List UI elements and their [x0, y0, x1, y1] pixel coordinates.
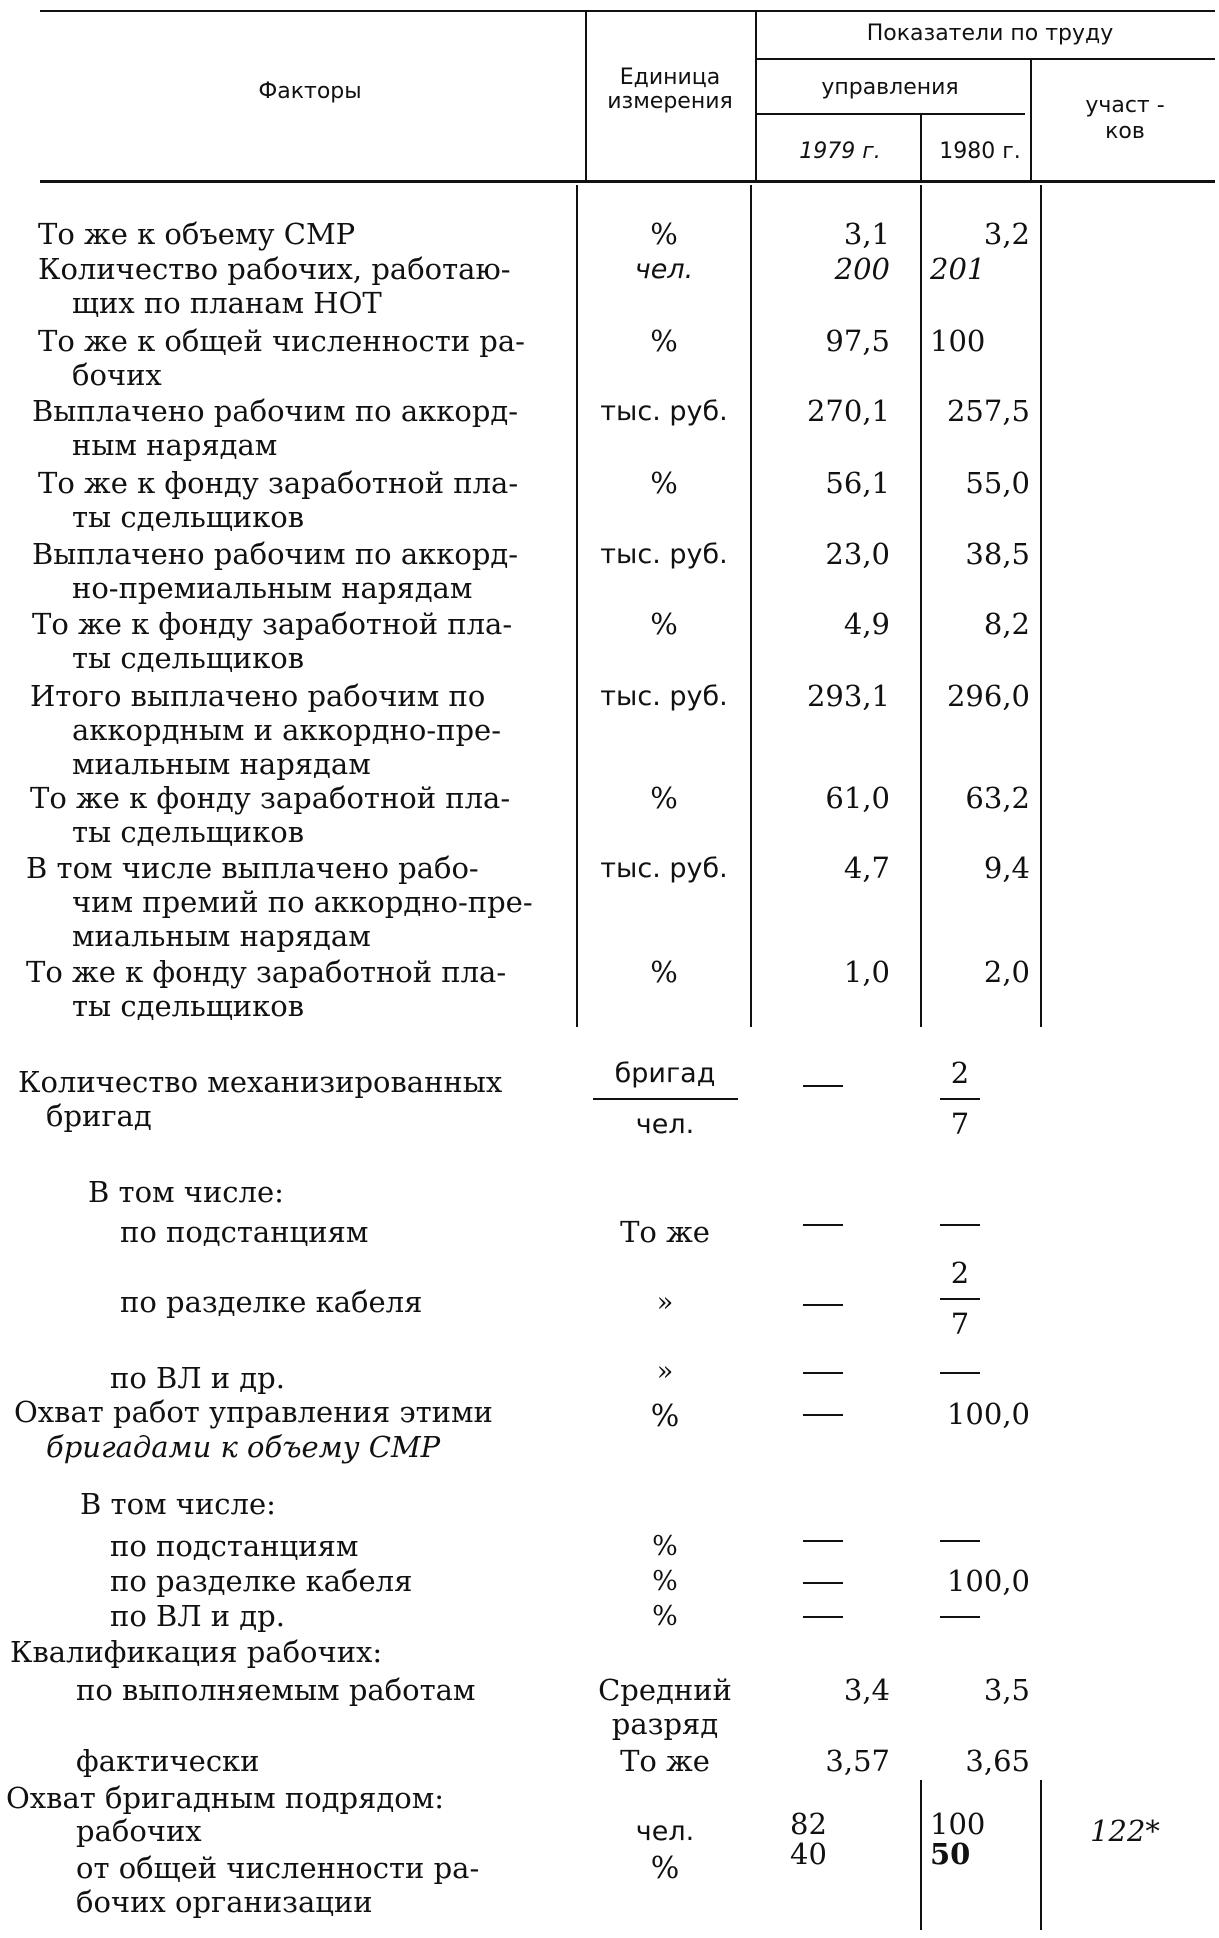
mech-unit-bottom: чел.	[635, 1109, 695, 1140]
row-2-factor-line-2: щих по планам НОТ	[72, 286, 382, 320]
mech-1979-dash	[803, 1085, 843, 1087]
row-2-unit: чел.	[634, 254, 694, 285]
coverage-factor-1: Охват работ управления этими	[14, 1395, 493, 1429]
row-6-unit: тыс. руб.	[600, 539, 728, 570]
row-4-1980: 257,5	[946, 394, 1030, 428]
mech-unit-fraction	[585, 1057, 745, 1141]
row-5-factor-line-2: ты сдельщиков	[72, 500, 305, 534]
row-1-unit: %	[650, 217, 678, 251]
header-sites-1: участ -	[1085, 93, 1165, 118]
qual-r1-1980: 3,5	[983, 1673, 1030, 1707]
header-sites-2: ков	[1105, 119, 1145, 144]
brigade-r2-unit: %	[650, 1851, 680, 1886]
mech-sub-1-unit: То же	[620, 1215, 710, 1249]
qual-r1-unit-1: Средний	[598, 1673, 732, 1707]
mech-unit-bar	[593, 1098, 738, 1100]
row-5-1979: 56,1	[825, 466, 890, 500]
qual-r1-unit-2: разряд	[611, 1707, 719, 1741]
header-1980: 1980 г.	[939, 139, 1021, 164]
header-bottom-rule	[40, 180, 1215, 183]
row-1-1980: 3,2	[983, 217, 1030, 251]
row-8-factor-line-3: миальным нарядам	[72, 747, 371, 781]
header-labor: Показатели по труду	[866, 21, 1114, 46]
row-11-unit: %	[650, 955, 678, 989]
mech-sub-3-factor: по ВЛ и др.	[110, 1361, 285, 1395]
mech-sub-2-1979-dash	[803, 1304, 843, 1306]
mech-sub-2-1980-top: 2	[950, 1256, 970, 1290]
coverage-factor-2: бригадами к объему СМР	[46, 1430, 441, 1464]
mech-incl: В том числе:	[88, 1175, 284, 1209]
row-2-factor-line-1: Количество рабочих, работаю-	[38, 252, 511, 286]
row-11-factor-line-1: То же к фонду заработной пла-	[26, 955, 507, 989]
header-management: управления	[821, 75, 959, 100]
mech-1980-fraction	[935, 1057, 985, 1141]
brigade-r1-1980: 100	[930, 1807, 986, 1841]
row-10-unit: тыс. руб.	[600, 853, 728, 884]
row-7-1979: 4,9	[843, 607, 890, 641]
row-2-1979: 200	[834, 252, 890, 286]
mech-sub-2-1980-bar	[940, 1298, 980, 1300]
body-vrule-unit	[576, 185, 578, 1027]
coverage-sub-3-factor: по ВЛ и др.	[110, 1599, 285, 1633]
brigade-r1-1979: 82	[790, 1807, 827, 1841]
qual-r2-1980: 3,65	[965, 1744, 1030, 1778]
row-9-unit: %	[650, 781, 678, 815]
coverage-sub-3-unit: %	[652, 1601, 678, 1632]
coverage-sub-1-1980-dash	[940, 1540, 980, 1542]
brigade-r2-1979: 40	[790, 1837, 827, 1871]
brigade-r2-factor-1: от общей численности ра-	[76, 1851, 480, 1885]
row-8-1979: 293,1	[806, 679, 890, 713]
row-9-1979: 61,0	[825, 781, 890, 815]
coverage-1980: 100,0	[946, 1397, 1030, 1431]
row-6-factor-line-2: но-премиальным нарядам	[72, 571, 473, 605]
row-11-1980: 2,0	[983, 955, 1030, 989]
row-8-factor-line-1: Итого выплачено рабочим по	[30, 679, 486, 713]
brigade-title: Охват бригадным подрядом:	[6, 1781, 445, 1815]
row-1-1979: 3,1	[843, 217, 890, 251]
vrule-factors	[585, 12, 587, 180]
coverage-unit: %	[650, 1399, 680, 1434]
body-vrule-sites-lower	[1040, 1780, 1042, 1930]
vrule-unit	[755, 12, 757, 180]
row-5-1980: 55,0	[965, 466, 1030, 500]
row-10-factor-line-2: чим премий по аккордно-пре-	[72, 885, 533, 919]
row-9-factor-line-2: ты сдельщиков	[72, 815, 305, 849]
qual-r1-factor: по выполняемым работам	[76, 1673, 476, 1707]
coverage-sub-1-factor: по подстанциям	[110, 1529, 359, 1563]
body-vrule-sites	[1040, 185, 1042, 1027]
row-11-1979: 1,0	[843, 955, 890, 989]
header-1979: 1979 г.	[799, 139, 881, 164]
qual-r2-factor: фактически	[76, 1744, 260, 1778]
labor-rule	[755, 58, 1215, 60]
row-4-unit: тыс. руб.	[600, 396, 728, 427]
row-4-1979: 270,1	[806, 394, 890, 428]
coverage-sub-2-unit: %	[652, 1566, 678, 1597]
row-10-factor-line-1: В том числе выплачено рабо-	[26, 851, 479, 885]
mech-sub-2-1980-fraction	[935, 1257, 985, 1341]
mech-factor-2: бригад	[46, 1099, 152, 1133]
row-8-factor-line-2: аккордным и аккордно-пре-	[72, 713, 502, 747]
row-8-1980: 296,0	[946, 679, 1030, 713]
mech-1980-bottom: 7	[950, 1107, 970, 1141]
mech-1980-top: 2	[950, 1056, 970, 1090]
row-3-factor-line-1: То же к общей численности ра-	[38, 324, 525, 358]
header-unit: Единица измерения	[607, 65, 733, 114]
row-6-1980: 38,5	[965, 537, 1030, 571]
coverage-sub-3-1980-dash	[940, 1616, 980, 1618]
coverage-sub-3-1979-dash	[803, 1616, 843, 1618]
coverage-sub-2-factor: по разделке кабеля	[110, 1564, 413, 1598]
row-10-1980: 9,4	[983, 851, 1030, 885]
body-vrule-1979	[750, 185, 752, 1027]
mech-factor-1: Количество механизированных	[18, 1065, 503, 1099]
mech-sub-3-1980-dash	[940, 1372, 980, 1374]
qual-r2-1979: 3,57	[825, 1744, 890, 1778]
mech-unit-top: бригад	[614, 1058, 716, 1089]
row-11-factor-line-2: ты сдельщиков	[72, 989, 305, 1023]
row-9-factor-line-1: То же к фонду заработной пла-	[30, 781, 511, 815]
mech-sub-3-unit: »	[656, 1356, 674, 1387]
row-8-unit: тыс. руб.	[600, 681, 728, 712]
row-5-unit: %	[650, 466, 678, 500]
coverage-sub-1-unit: %	[652, 1531, 678, 1562]
row-3-factor-line-2: бочих	[72, 358, 162, 392]
qual-r1-1979: 3,4	[843, 1673, 890, 1707]
row-10-1979: 4,7	[843, 851, 890, 885]
top-rule	[40, 10, 1215, 12]
coverage-incl: В том числе:	[80, 1487, 276, 1521]
brigade-r2-1980: 50	[930, 1837, 971, 1871]
row-4-factor-line-1: Выплачено рабочим по аккорд-	[32, 394, 519, 428]
body-vrule-1980-lower	[920, 1780, 922, 1930]
row-9-1980: 63,2	[965, 781, 1030, 815]
qual-r2-unit: То же	[620, 1744, 710, 1778]
mech-sub-1-1980-dash	[940, 1224, 980, 1226]
row-1-factor-line-1: То же к объему СМР	[38, 217, 356, 251]
row-4-factor-line-2: ным нарядам	[72, 428, 278, 462]
vrule-mgmt	[1030, 60, 1032, 180]
row-7-unit: %	[650, 607, 678, 641]
coverage-sub-2-1980: 100,0	[946, 1564, 1030, 1598]
row-2-1980: 201	[930, 252, 986, 286]
vrule-1979	[920, 115, 922, 180]
body-vrule-1980	[920, 185, 922, 1027]
mech-sub-1-1979-dash	[803, 1224, 843, 1226]
row-7-factor-line-2: ты сдельщиков	[72, 641, 305, 675]
row-7-factor-line-1: То же к фонду заработной пла-	[32, 607, 513, 641]
coverage-sub-1-1979-dash	[803, 1540, 843, 1542]
brigade-r1-factor: рабочих	[76, 1814, 202, 1848]
row-3-1979: 97,5	[825, 324, 890, 358]
management-rule	[755, 113, 1025, 115]
coverage-1979-dash	[803, 1414, 843, 1416]
row-5-factor-line-1: То же к фонду заработной пла-	[38, 466, 519, 500]
mech-sub-1-factor: по подстанциям	[120, 1215, 369, 1249]
brigade-r2-factor-2: бочих организации	[76, 1885, 373, 1919]
brigade-r1-unit: чел.	[635, 1816, 695, 1847]
row-10-factor-line-3: миальным нарядам	[72, 919, 371, 953]
row-3-1980: 100	[930, 324, 986, 358]
mech-1980-bar	[940, 1098, 980, 1100]
mech-sub-2-unit: »	[656, 1287, 674, 1318]
row-6-factor-line-1: Выплачено рабочим по аккорд-	[32, 537, 519, 571]
mech-sub-2-factor: по разделке кабеля	[120, 1285, 423, 1319]
row-6-1979: 23,0	[825, 537, 890, 571]
mech-sub-3-1979-dash	[803, 1372, 843, 1374]
brigade-r1-sites: 122*	[1090, 1814, 1160, 1848]
mech-sub-2-1980-bottom: 7	[950, 1307, 970, 1341]
row-3-unit: %	[650, 324, 678, 358]
qual-title: Квалификация рабочих:	[10, 1635, 383, 1669]
header-factors: Факторы	[258, 79, 362, 104]
coverage-sub-2-1979-dash	[803, 1582, 843, 1584]
row-7-1980: 8,2	[983, 607, 1030, 641]
